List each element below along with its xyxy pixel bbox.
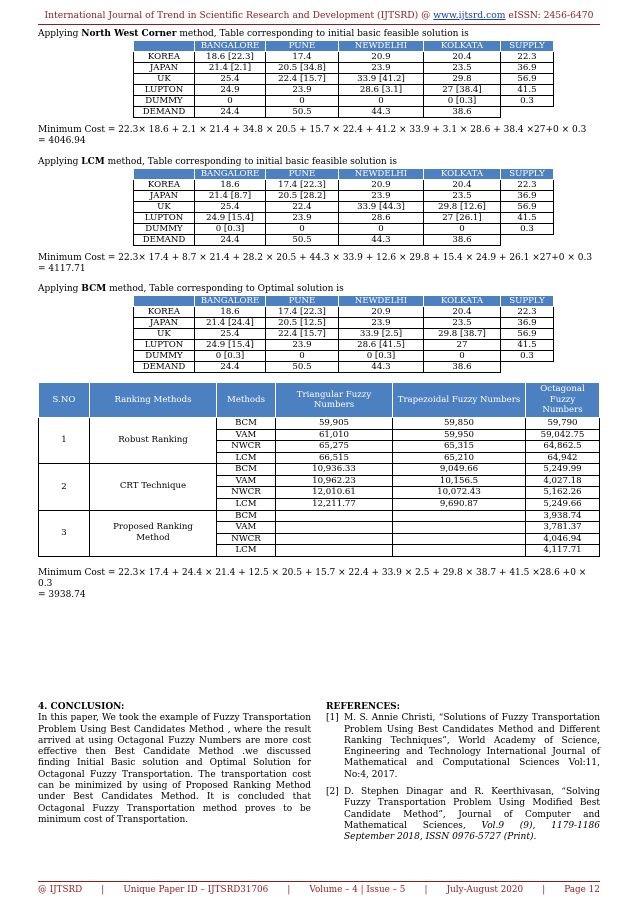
nwc-col-header: KOLKATA xyxy=(424,41,501,52)
table-cell: 17.4 xyxy=(266,52,339,63)
reference-item xyxy=(326,713,600,781)
table-cell: 4,117.71 xyxy=(526,545,600,557)
table-cell: 0.3 xyxy=(501,223,554,234)
table-cell: 59,042.75 xyxy=(526,429,600,441)
table-row xyxy=(134,223,554,234)
lcm-col-header: NEWDELHI xyxy=(339,168,424,179)
table-row xyxy=(134,107,554,118)
table-cell: 27 xyxy=(424,340,501,351)
references-section xyxy=(326,702,600,850)
table-row xyxy=(39,464,600,476)
table-cell: VAM xyxy=(217,429,276,441)
ranking-header-octagonal: Octagonal Fuzzy Numbers xyxy=(526,383,600,418)
final-min-cost xyxy=(38,568,600,602)
table-row xyxy=(134,351,554,362)
nwc-intro-pre: Applying xyxy=(38,29,82,39)
table-cell: 23.9 xyxy=(266,212,339,223)
table-cell: 36.9 xyxy=(501,190,554,201)
table-cell: 23.9 xyxy=(339,190,424,201)
table-cell: 3,938.74 xyxy=(526,510,600,522)
table-cell: 38.6 xyxy=(424,107,501,118)
table-cell: 20.9 xyxy=(339,307,424,318)
table-cell: 20.4 xyxy=(424,52,501,63)
table-cell: 44.3 xyxy=(339,107,424,118)
reference-item xyxy=(326,787,600,843)
table-cell: NWCR xyxy=(217,533,276,545)
table-cell: 24.4 xyxy=(195,107,266,118)
table-cell: 12,010.61 xyxy=(276,487,393,499)
nwc-col-header xyxy=(134,41,195,52)
table-row xyxy=(39,417,600,429)
journal-link[interactable]: www.ijtsrd.com xyxy=(433,10,506,21)
table-row xyxy=(134,201,554,212)
running-header xyxy=(0,10,638,21)
table-cell: 20.4 xyxy=(424,307,501,318)
ranking-header-trapezoidal: Trapezoidal Fuzzy Numbers xyxy=(393,383,526,418)
table-cell: NWCR xyxy=(217,487,276,499)
reference-text: M. S. Annie Christi, “Solutions of Fuzzy Transportation Problem Using Best Candidates Method and Different Ranking Techniques”, World Academy of Science, Engineering and Technology International Journal of Mathematical and Computational Sciences Vol:11, No:4, 2017. xyxy=(344,713,600,780)
table-cell: 10,072.43 xyxy=(393,487,526,499)
ranking-header-sno: S.NO xyxy=(39,383,90,418)
table-cell: 22.4 [15.7] xyxy=(266,74,339,85)
table-cell: 56.9 xyxy=(501,74,554,85)
table-cell: UK xyxy=(134,201,195,212)
table-cell: 10,156.5 xyxy=(393,475,526,487)
nwc-header-row xyxy=(134,41,554,52)
table-cell: 59,790 xyxy=(526,417,600,429)
table-row xyxy=(134,96,554,107)
table-cell: 17.4 [22.3] xyxy=(266,179,339,190)
table-row xyxy=(134,52,554,63)
table-cell: 59,850 xyxy=(393,417,526,429)
table-row xyxy=(134,234,554,245)
table-cell: 12,211.77 xyxy=(276,499,393,511)
footer-volume: Volume – 4 | Issue – 5 xyxy=(309,885,406,895)
table-cell: 27 [38.4] xyxy=(424,85,501,96)
table-cell: KOREA xyxy=(134,307,195,318)
table-cell: UK xyxy=(134,329,195,340)
ranking-method-name: Proposed Ranking Method xyxy=(90,510,217,556)
table-cell: 21.4 [8.7] xyxy=(195,190,266,201)
conclusion-section xyxy=(38,702,311,826)
reference-text: D. Stephen Dinagar and R. Keerthivasan, “Solving Fuzzy Transportation Problem Using Modified Best Candidate Method”, Journal of Computer and Mathematical Sciences, Vol.9 (9), 1179-1186 September 2018, ISSN 0976-5727 (Print). xyxy=(344,787,600,843)
table-cell: 50.5 xyxy=(266,362,339,373)
table-cell xyxy=(276,510,393,522)
table-cell: 17.4 [22.3] xyxy=(266,307,339,318)
table-cell: 33.9 [2.5] xyxy=(339,329,424,340)
table-cell: LUPTON xyxy=(134,340,195,351)
table-cell: 24.9 [15.4] xyxy=(195,340,266,351)
table-cell: DUMMY xyxy=(134,351,195,362)
lcm-intro-pre: Applying xyxy=(38,156,82,167)
lcm-method: LCM xyxy=(81,156,105,167)
table-cell: 44.3 xyxy=(339,362,424,373)
lcm-col-header: SUPPLY xyxy=(501,168,554,179)
table-cell: 24.9 [15.4] xyxy=(195,212,266,223)
table-cell: 56.9 xyxy=(501,329,554,340)
footer-sep: | xyxy=(542,885,546,895)
table-row xyxy=(134,63,554,74)
table-row xyxy=(134,318,554,329)
table-cell: 29.8 xyxy=(424,74,501,85)
table-cell: 50.5 xyxy=(266,234,339,245)
table-cell: 29.8 [38.7] xyxy=(424,329,501,340)
table-cell: 23.5 xyxy=(424,63,501,74)
table-cell: 33.9 [44.3] xyxy=(339,201,424,212)
table-cell: 0 [0.3] xyxy=(195,351,266,362)
table-cell xyxy=(501,362,554,373)
table-cell xyxy=(501,107,554,118)
nwc-intro xyxy=(38,29,600,40)
table-cell: 59,950 xyxy=(393,429,526,441)
footer-sep: | xyxy=(101,885,105,895)
reference-number: [2] xyxy=(326,787,339,798)
table-cell xyxy=(501,234,554,245)
references-title: REFERENCES: xyxy=(326,702,400,712)
footer-page: Page 12 xyxy=(564,885,600,895)
nwc-col-header: NEWDELHI xyxy=(339,41,424,52)
table-cell: 5,249.66 xyxy=(526,499,600,511)
table-cell: 20.4 xyxy=(424,179,501,190)
nwc-cost-line2: = 4046.94 xyxy=(38,136,86,147)
table-row xyxy=(134,179,554,190)
nwc-min-cost xyxy=(38,125,600,147)
table-cell: 24.9 xyxy=(195,85,266,96)
table-row xyxy=(134,74,554,85)
table-cell: 18.6 xyxy=(195,179,266,190)
table-row xyxy=(134,190,554,201)
table-cell: 18.6 xyxy=(195,307,266,318)
footer-date: July-August 2020 xyxy=(446,885,524,895)
table-cell: 23.9 xyxy=(339,318,424,329)
table-cell: 65,210 xyxy=(393,452,526,464)
table-cell: 23.5 xyxy=(424,318,501,329)
table-cell: KOREA xyxy=(134,52,195,63)
bcm-col-header: BANGALORE xyxy=(195,296,266,307)
table-cell: 10,936.33 xyxy=(276,464,393,476)
table-cell: 23.9 xyxy=(339,63,424,74)
conclusion-body: In this paper, We took the example of Fuzzy Transportation Problem Using Best Candidates Method , where the result arrived at using Octagonal Fuzzy Numbers are more cost effective then Best Candidate Method .we discussed finding Initial Basic solution and Optimal Solution for Octagonal Fuzzy Transportation. The transportation cost can be minimized by using of Proposed Ranking Method under Best Candidates Method. It is concluded that Octagonal Fuzzy Transportation method proves to be minimum cost of Transportation. xyxy=(38,713,311,825)
table-cell: BCM xyxy=(217,464,276,476)
table-cell: KOREA xyxy=(134,179,195,190)
table-cell: 3,781.37 xyxy=(526,522,600,534)
table-cell: 4,027.18 xyxy=(526,475,600,487)
bcm-table xyxy=(133,295,554,373)
table-cell: VAM xyxy=(217,522,276,534)
table-cell: UK xyxy=(134,74,195,85)
table-cell: DEMAND xyxy=(134,234,195,245)
table-cell: 22.3 xyxy=(501,307,554,318)
table-cell: 56.9 xyxy=(501,201,554,212)
lcm-intro xyxy=(38,157,600,168)
table-cell: 25.4 xyxy=(195,74,266,85)
table-cell: 65,275 xyxy=(276,441,393,453)
table-cell: 20.5 [28.2] xyxy=(266,190,339,201)
table-cell: 22.3 xyxy=(501,52,554,63)
table-cell: 0 [0.3] xyxy=(424,96,501,107)
table-cell: 61,010 xyxy=(276,429,393,441)
table-cell: 23.9 xyxy=(266,340,339,351)
lcm-col-header xyxy=(134,168,195,179)
table-cell xyxy=(393,510,526,522)
ranking-header-method: Methods xyxy=(217,383,276,418)
table-cell: 64,862.5 xyxy=(526,441,600,453)
table-cell: 59,905 xyxy=(276,417,393,429)
table-cell: VAM xyxy=(217,475,276,487)
reference-italic: Vol.9 (9), 1179-1186 September 2018, ISSN 0976-5727 (Print). xyxy=(344,820,600,843)
table-cell: NWCR xyxy=(217,441,276,453)
nwc-table xyxy=(133,40,554,118)
table-cell: JAPAN xyxy=(134,190,195,201)
table-cell: 0 [0.3] xyxy=(339,351,424,362)
lcm-header-row xyxy=(134,168,554,179)
table-row xyxy=(134,362,554,373)
footer-sep: | xyxy=(287,885,291,895)
table-cell: 10,962.23 xyxy=(276,475,393,487)
table-cell: 0 xyxy=(266,223,339,234)
nwc-col-header: PUNE xyxy=(266,41,339,52)
running-footer xyxy=(38,885,600,895)
table-cell: 38.6 xyxy=(424,234,501,245)
table-cell: DEMAND xyxy=(134,107,195,118)
table-row xyxy=(134,307,554,318)
nwc-cost-line1: Minimum Cost = 22.3× 18.6 + 2.1 × 21.4 + 34.8 × 20.5 + 15.7 × 22.4 + 41.2 × 33.9 + 3.1 × 28.6 + 38.4 ×27+0 × 0.3 xyxy=(38,125,587,136)
table-cell: 5,249.99 xyxy=(526,464,600,476)
table-cell: 36.9 xyxy=(501,318,554,329)
table-cell: 4,046.94 xyxy=(526,533,600,545)
table-cell: 21.4 [2.1] xyxy=(195,63,266,74)
table-cell xyxy=(276,533,393,545)
table-cell: BCM xyxy=(217,417,276,429)
table-cell: 36.9 xyxy=(501,63,554,74)
table-row xyxy=(134,329,554,340)
table-cell: 0 xyxy=(424,351,501,362)
bcm-method: BCM xyxy=(81,284,107,295)
ranking-method-name: CRT Technique xyxy=(90,464,217,510)
footer-org: @ IJTSRD xyxy=(38,885,83,895)
table-cell: DEMAND xyxy=(134,362,195,373)
journal-issn: eISSN: 2456-6470 xyxy=(508,10,594,21)
header-rule xyxy=(38,24,600,25)
nwc-method: North West Corner xyxy=(81,29,177,39)
ranking-sno: 1 xyxy=(39,417,90,463)
table-cell: 25.4 xyxy=(195,201,266,212)
table-cell: 27 [26.1] xyxy=(424,212,501,223)
ranking-header-row xyxy=(39,383,600,418)
table-cell: 5,162.26 xyxy=(526,487,600,499)
lcm-cost-line2: = 4117.71 xyxy=(38,264,86,275)
table-cell: LCM xyxy=(217,499,276,511)
footer-paper-id: Unique Paper ID – IJTSRD31706 xyxy=(123,885,269,895)
lcm-table xyxy=(133,168,554,246)
table-row xyxy=(134,212,554,223)
table-cell: 65,315 xyxy=(393,441,526,453)
table-cell: 33.9 [41.2] xyxy=(339,74,424,85)
table-cell: 20.5 [12.5] xyxy=(266,318,339,329)
ranking-sno: 2 xyxy=(39,464,90,510)
bcm-header-row xyxy=(134,296,554,307)
nwc-col-header: SUPPLY xyxy=(501,41,554,52)
table-cell: LCM xyxy=(217,545,276,557)
table-cell: LUPTON xyxy=(134,85,195,96)
table-cell: 20.9 xyxy=(339,179,424,190)
table-cell: 0.3 xyxy=(501,351,554,362)
table-cell: DUMMY xyxy=(134,223,195,234)
conclusion-title: 4. CONCLUSION: xyxy=(38,702,125,712)
table-cell: 0 [0.3] xyxy=(195,223,266,234)
table-cell: 44.3 xyxy=(339,234,424,245)
table-cell: 0 xyxy=(339,96,424,107)
table-cell: 28.6 xyxy=(339,212,424,223)
ranking-method-name: Robust Ranking xyxy=(90,417,217,463)
table-cell: JAPAN xyxy=(134,63,195,74)
main-content xyxy=(38,29,600,602)
table-cell: LCM xyxy=(217,452,276,464)
lcm-col-header: KOLKATA xyxy=(424,168,501,179)
bcm-col-header: SUPPLY xyxy=(501,296,554,307)
table-cell: LUPTON xyxy=(134,212,195,223)
table-cell xyxy=(393,533,526,545)
table-cell: 0 xyxy=(339,223,424,234)
table-cell: 64,942 xyxy=(526,452,600,464)
table-cell: 0.3 xyxy=(501,96,554,107)
table-cell: 22.4 xyxy=(266,201,339,212)
table-cell: 41.5 xyxy=(501,340,554,351)
final-cost-line1: Minimum Cost = 22.3× 17.4 + 24.4 × 21.4 + 12.5 × 20.5 + 15.7 × 22.4 + 33.9 × 2.5 + 29.8 × 38.7 + 41.5 ×28.6 +0 × 0.3 xyxy=(38,568,587,590)
table-cell: 41.5 xyxy=(501,212,554,223)
table-cell: 29.8 [12.6] xyxy=(424,201,501,212)
table-cell: 0 xyxy=(424,223,501,234)
bcm-col-header: NEWDELHI xyxy=(339,296,424,307)
lcm-cost-line1: Minimum Cost = 22.3× 17.4 + 8.7 × 21.4 + 28.2 × 20.5 + 44.3 × 33.9 + 12.6 × 29.8 + 15.4 × 24.9 + 26.1 ×27+0 × 0.3 xyxy=(38,252,593,263)
lcm-intro-post: method, Table corresponding to initial basic feasible solution is xyxy=(104,156,398,167)
final-cost-line2: = 3938.74 xyxy=(38,590,86,601)
ranking-sno: 3 xyxy=(39,510,90,556)
table-cell: 38.6 xyxy=(424,362,501,373)
table-cell: 23.5 xyxy=(424,190,501,201)
table-cell: 50.5 xyxy=(266,107,339,118)
table-cell xyxy=(276,522,393,534)
footer-rule xyxy=(38,881,600,882)
table-cell: DUMMY xyxy=(134,96,195,107)
table-cell: 20.9 xyxy=(339,52,424,63)
table-cell: 20.5 [34.8] xyxy=(266,63,339,74)
table-cell: 22.4 [15.7] xyxy=(266,329,339,340)
ranking-header-triangular: Triangular Fuzzy Numbers xyxy=(276,383,393,418)
ranking-table xyxy=(38,382,600,557)
table-cell: 66,515 xyxy=(276,452,393,464)
bcm-col-header: KOLKATA xyxy=(424,296,501,307)
journal-name: International Journal of Trend in Scientific Research and Development (IJTSRD) @ xyxy=(44,10,431,21)
table-row xyxy=(39,510,600,522)
bcm-col-header: PUNE xyxy=(266,296,339,307)
footer-sep: | xyxy=(424,885,428,895)
table-cell: 22.3 xyxy=(501,179,554,190)
table-cell xyxy=(393,545,526,557)
lcm-col-header: BANGALORE xyxy=(195,168,266,179)
ranking-header-methods: Ranking Methods xyxy=(90,383,217,418)
lcm-min-cost xyxy=(38,253,600,275)
bcm-intro-post: method, Table corresponding to Optimal solution is xyxy=(106,284,344,295)
table-cell: 0 xyxy=(195,96,266,107)
table-cell: 24.4 xyxy=(195,234,266,245)
lcm-col-header: PUNE xyxy=(266,168,339,179)
table-cell: 21.4 [24.4] xyxy=(195,318,266,329)
nwc-col-header: BANGALORE xyxy=(195,41,266,52)
table-cell xyxy=(393,522,526,534)
table-cell: 24.4 xyxy=(195,362,266,373)
table-cell xyxy=(276,545,393,557)
table-cell: 0 xyxy=(266,351,339,362)
table-row xyxy=(134,85,554,96)
table-cell: 9,049.66 xyxy=(393,464,526,476)
table-cell: JAPAN xyxy=(134,318,195,329)
bcm-intro-pre: Applying xyxy=(38,284,82,295)
table-cell: 25.4 xyxy=(195,329,266,340)
table-cell: 9,690.87 xyxy=(393,499,526,511)
table-cell: 0 xyxy=(266,96,339,107)
table-row xyxy=(134,340,554,351)
bcm-intro xyxy=(38,284,600,295)
table-cell: 23.9 xyxy=(266,85,339,96)
table-cell: 18.6 [22.3] xyxy=(195,52,266,63)
table-cell: 28.6 [41.5] xyxy=(339,340,424,351)
reference-number: [1] xyxy=(326,713,339,724)
table-cell: 41.5 xyxy=(501,85,554,96)
table-cell: BCM xyxy=(217,510,276,522)
bcm-col-header xyxy=(134,296,195,307)
nwc-intro-post: method, Table corresponding to initial basic feasible solution is xyxy=(176,29,469,39)
table-cell: 28.6 [3.1] xyxy=(339,85,424,96)
